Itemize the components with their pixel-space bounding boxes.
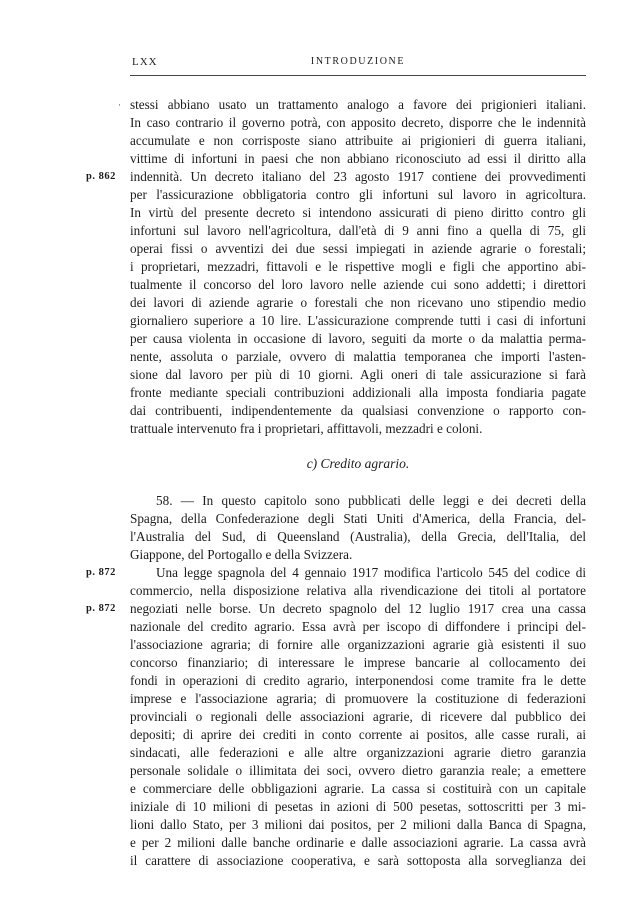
text-line: stessi abbiano usato un trattamento analogo a favore dei prigionieri italiani. — [130, 97, 586, 112]
running-title: INTRODUZIONE — [310, 56, 406, 67]
margin-mark: · — [118, 100, 121, 110]
text-line: l'Australia del Sud, di Queensland (Australia), della Grecia, dell'Italia, del — [130, 529, 586, 544]
text-line: Giappone, del Portogallo e della Svizzera. — [130, 547, 353, 562]
page-number: LXX — [132, 56, 158, 68]
margin-note-page-ref: p. 872 — [86, 603, 116, 614]
text-line: tualmente il concorso del loro lavoro nelle aziende cui sono addetti; i direttori — [130, 277, 586, 292]
text-line: trattuale intervenuto fra i proprietari, affittavoli, mezzadri e coloni. — [130, 421, 483, 436]
text-line: iniziale di 10 milioni di pesetas in azioni di 500 pesetas, sottoscritti per 3 mi- — [130, 799, 586, 814]
text-line: nazionale del credito agrario. Essa avrà per iscopo di diffondere i principi del- — [130, 619, 586, 634]
text-line: il carattere di associazione cooperativa, e sarà sottoposta alla sorveglianza dei — [130, 853, 586, 868]
text-line: depositi; di aprire dei crediti in conto corrente ai positos, alle casse rurali, ai — [130, 727, 586, 742]
text-line: nente, assoluta o parziale, ovvero di malattia temporanea che importi l'asten- — [130, 349, 586, 364]
text-line: indennità. Un decreto italiano del 23 agosto 1917 contiene dei provvedimenti — [130, 169, 586, 184]
section-title: c) Credito agrario. — [306, 456, 410, 471]
text-line: concorso finanziario; di interessare le imprese bancarie al collocamento dei — [130, 655, 586, 670]
text-line: per l'assicurazione obbligatoria contro gli infortuni sul lavoro in agricoltura. — [130, 187, 586, 202]
text-line: dai contribuenti, indipendentemente da qualsiasi convenzione o rapporto con- — [130, 403, 586, 418]
text-line: operai fissi o avventizi dei due sessi impiegati in aziende agrarie o forestali; — [130, 241, 586, 256]
text-line: negoziati nelle borse. Un decreto spagnolo del 12 luglio 1917 crea una cassa — [130, 601, 586, 616]
text-line: fronte mediante speciali contribuzioni addizionali alla imposta fondiaria pagate — [130, 385, 586, 400]
margin-note-page-ref: p. 872 — [86, 567, 116, 578]
text-line: commercio, nella disposizione relativa alla rivendicazione dei titoli al portatore — [130, 583, 586, 598]
text-line: sione dal lavoro per più di 10 giorni. Agli oneri di tale assicurazione si farà — [130, 367, 586, 382]
text-line: infortuni sul lavoro nell'agricoltura, dall'età di 9 anni fino a quella di 75, gli — [130, 223, 586, 238]
text-line: dei lavori di aziende agrarie o forestali che non ricevano uno stipendio medio — [130, 295, 586, 310]
text-line: provinciali o regionali delle associazioni agrarie, di ricevere dal pubblico dei — [130, 709, 586, 724]
text-line: In virtù del presente decreto si intendono assicurati di pieno diritto contro gli — [130, 205, 586, 220]
text-line: sindacati, alle federazioni e alle altre organizzazioni agrarie dietro garanzia — [130, 745, 586, 760]
text-line: imprese e l'associazione agraria; di promuovere la costituzione di federazioni — [130, 691, 586, 706]
text-line: accumulate e non corrisposte siano attribuite ai prigionieri di guerra italiani, — [130, 133, 586, 148]
text-line: Una legge spagnola del 4 gennaio 1917 modifica l'articolo 545 del codice di — [156, 565, 586, 580]
text-line: per causa violenta in occasione di lavoro, seguiti da morte o da malattia perma- — [130, 331, 586, 346]
text-line: e per 2 milioni dalle banche ordinarie e dalle associazioni agrarie. La cassa avrà — [130, 835, 586, 850]
page-header — [132, 56, 584, 72]
text-line: i proprietari, mezzadri, fittavoli e le rispettive mogli e figli che apportino abi- — [130, 259, 586, 274]
text-line: fondi in operazioni di credito agrario, interponendosi come tramite fra le dette — [130, 673, 586, 688]
text-line: In caso contrario il governo potrà, con apposito decreto, disporre che le indennità — [130, 115, 586, 130]
margin-note-page-ref: p. 862 — [86, 171, 116, 182]
header-rule — [130, 75, 586, 76]
text-line: Spagna, della Confederazione degli Stati Uniti d'America, della Francia, del- — [130, 511, 586, 526]
text-line: vittime di infortuni in paesi che non abbiano riconosciuto ad essi il diritto alla — [130, 151, 586, 166]
text-line: e commerciare delle obbligazioni agrarie. La cassa si costituirà con un capitale — [130, 781, 586, 796]
text-line: personale solidale o illimitata dei soci, ovvero dietro garanzia reale; a emettere — [130, 763, 586, 778]
text-line: giornaliero superiore a 10 lire. L'assicurazione comprende tutti i casi di infortuni — [130, 313, 586, 328]
text-line: l'associazione agraria; di fornire alle organizzazioni agrarie già esistenti il suo — [130, 637, 586, 652]
text-line: lioni dallo Stato, per 3 milioni dai positos, per 2 milioni dalla Banca di Spagna, — [130, 817, 586, 832]
text-line: 58. — In questo capitolo sono pubblicati delle leggi e dei decreti della — [156, 493, 586, 508]
